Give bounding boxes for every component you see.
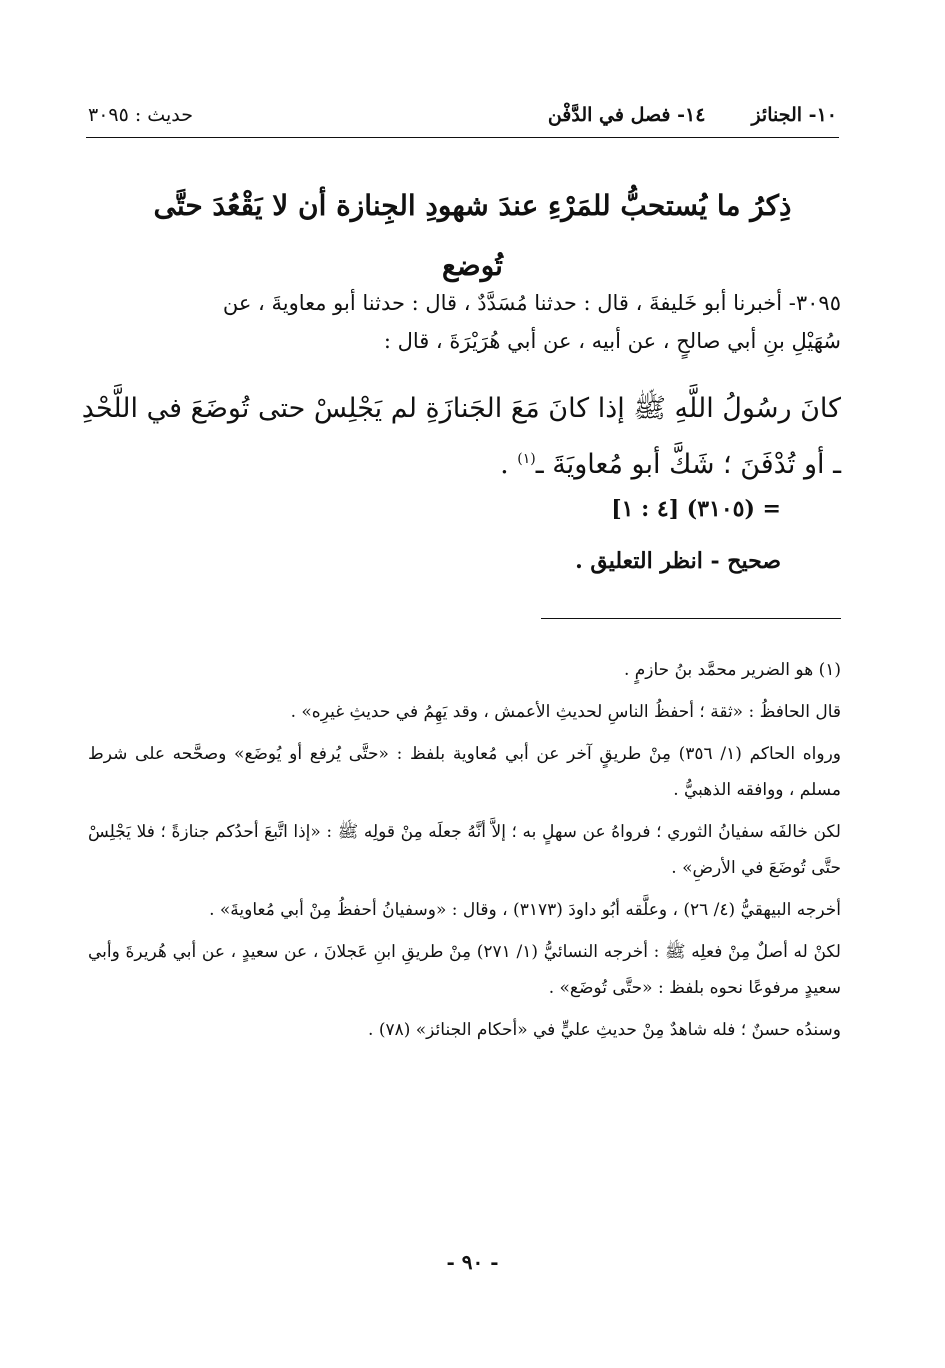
footnote-paragraph: ورواه الحاكم (١/ ٣٥٦) مِنْ طريقٍ آخر عن أبي مُعاوية بلفظ : «حتَّى يُرفع أو يُوضَع» وصحَّحه على شرط مسلم ، ووافقه الذهبيُّ . [88, 744, 841, 800]
footnote-paragraph: قال الحافظُ : «ثقة ؛ أحفظُ الناسِ لحديثِ الأعمش ، وقد يَهِمُ في حديثِ غيرِه» . [290, 702, 841, 722]
footnote-paragraph: وسندُه حسنٌ ؛ فله شاهدٌ مِنْ حديثِ عليٍّ في «أحكام الجنائز» (٧٨) . [368, 1020, 841, 1040]
chapter-heading: ذِكرُ ما يُستحبُّ للمَرْءِ عندَ شهودِ الجِنازة أن لا يَقْعُدَ حتَّى تُوضع [153, 189, 792, 282]
footnotes [88, 652, 841, 1054]
hadith-number-header: حديث : ٣٠٩٥ [88, 104, 193, 126]
isnad-line: سُهَيْلِ بنِ أبي صالحٍ ، عن أبيه ، عن أبي هُرَيْرَةَ ، قال : [383, 329, 841, 353]
matn-text: ـ أو تُدْفَنَ ؛ شَكَّ أبو مُعاويَةَ ـ [535, 449, 841, 480]
isnad-line: ٣٠٩٥- أخبرنا أبو خَليفةَ ، قال : حدثنا مُسَدَّدٌ ، قال : حدثنا أبو معاويةَ ، عن [222, 291, 841, 315]
hadith-matn [78, 384, 841, 490]
footnote-divider [541, 618, 841, 619]
hadith-grade: صحيح - انظر التعليق . [575, 548, 781, 574]
running-header [88, 98, 837, 132]
matn-line [78, 434, 841, 490]
chapter-title: ١٠- الجنائز [751, 104, 837, 126]
header-right-group [548, 104, 837, 126]
footnote-paragraph: لكن خالفَه سفيانُ الثوري ؛ فرواهُ عن سهلٍ به ؛ إلاَّ أنَّهُ جعلَه مِنْ قولِه ﷺ : «إذا اتَّبعَ أحدُكم جنازةً ؛ فلا يَجْلِسْ حتَّى تُوضَعَ في الأرضِ» . [88, 822, 841, 878]
cross-reference: = (٣١٠٥) [٤ : ١] [611, 496, 781, 522]
footnote-paragraph: لكنْ له أصلٌ مِنْ فعلِه ﷺ : أخرجه النسائيُّ (١/ ٢٧١) مِنْ طريقِ ابنِ عَجلانَ ، عن سعيدٍ ، عن أبي هُريرةَ وأبي سعيدٍ مرفوعًا نحوه بلفظ : «حتَّى تُوضَع» . [88, 942, 841, 998]
footnote-paragraph: أخرجه البيهقيُّ (٤/ ٢٦) ، وعلَّقه أبُو داودَ (٣١٧٣) ، وقال : «وسفيانُ أحفظُ مِنْ أبي مُعاويةَ» . [209, 900, 841, 920]
page-number: - ٩٠ - [446, 1250, 499, 1274]
hadith-isnad [86, 284, 841, 360]
header-divider [86, 137, 839, 138]
footnote-marker: (١) [517, 451, 536, 467]
section-title: ١٤- فصل في الدَّفْن [547, 104, 706, 126]
matn-end: . [500, 449, 518, 480]
matn-line: كانَ رسُولُ اللَّهِ ﷺ إذا كانَ مَعَ الجَنازَةِ لم يَجْلِسْ حتى تُوضَعَ في اللَّحْدِ [81, 393, 841, 424]
footnote-paragraph: (١) هو الضرير محمَّد بنُ حازمٍ . [623, 660, 841, 680]
